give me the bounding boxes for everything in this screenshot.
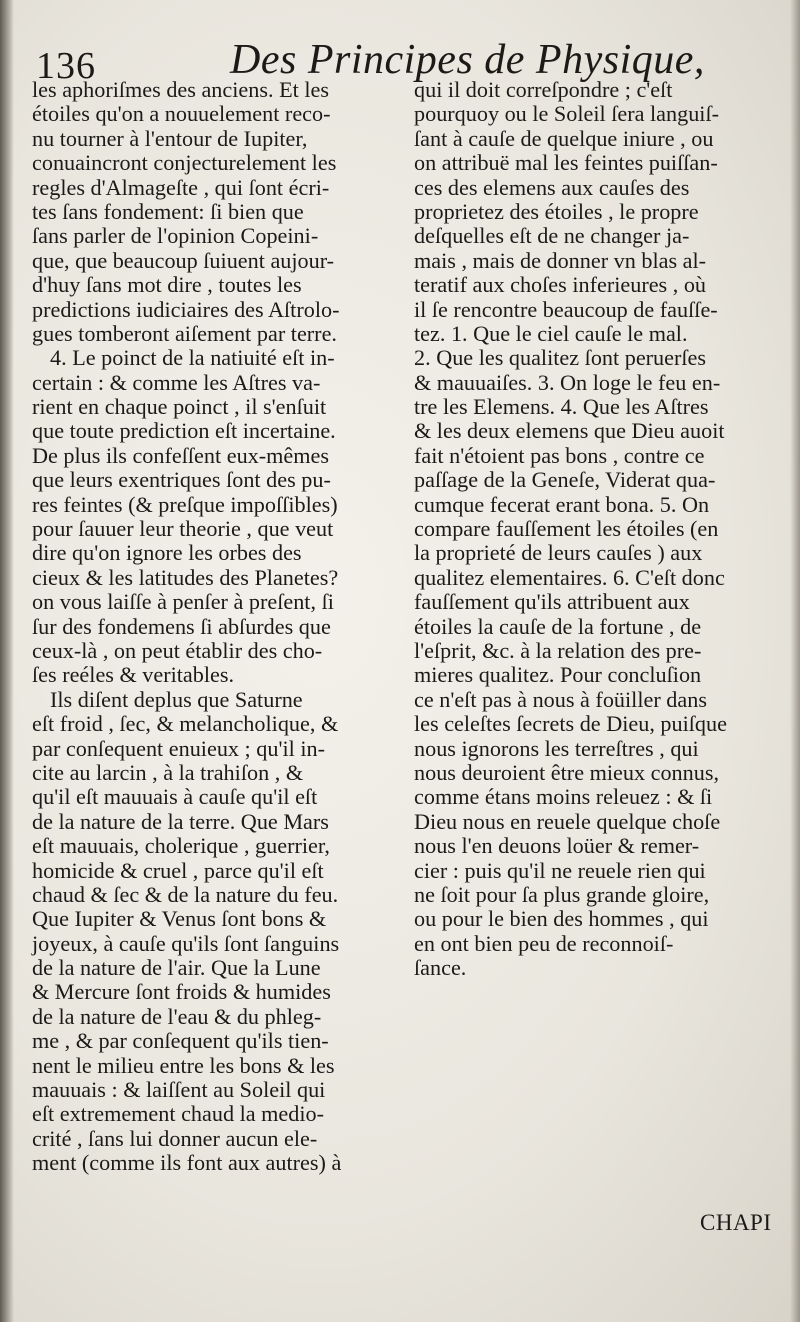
text-line: Que Iupiter & Venus ſont bons & <box>32 906 327 932</box>
text-line: ment (comme ils font aux autres) à <box>32 1150 342 1176</box>
text-line: fait n'étoient pas bons , contre ce <box>414 442 705 468</box>
text-line: res feintes (& preſque impoſſibles) <box>32 491 338 517</box>
text-line: & mauuaiſes. 3. On loge le feu en- <box>414 369 721 395</box>
left-text-column <box>32 78 400 1176</box>
text-line: en ont bien peu de reconnoiſ- <box>414 930 674 956</box>
text-line: & les deux elemens que Dieu auoit <box>414 418 725 444</box>
text-line: ce n'eſt pas à nous à foüiller dans <box>414 686 707 712</box>
text-line: que, que beaucoup ſuiuent aujour- <box>32 247 335 273</box>
text-line: ſance. <box>414 955 467 981</box>
text-line: pourquoy ou le Soleil ſera languiſ- <box>414 101 720 127</box>
text-line: nu tourner à l'entour de Iupiter, <box>32 125 308 151</box>
text-line: ne ſoit pour ſa plus grande gloire, <box>414 881 710 907</box>
text-line: les aphoriſmes des anciens. Et les <box>32 77 329 102</box>
text-line: 2. Que les qualitez ſont peruerſes <box>414 345 707 371</box>
text-line: ſans parler de l'opinion Copeini- <box>32 223 319 249</box>
text-line: qualitez elementaires. 6. C'eſt donc <box>414 564 725 590</box>
page-edge-shadow <box>790 0 800 1322</box>
text-line: ſes reéles & veritables. <box>32 662 235 688</box>
text-line: étoiles la cauſe de la fortune , de <box>414 613 702 639</box>
text-line: cieux & les latitudes des Planetes? <box>32 564 339 590</box>
text-line: cite au larcin , à la trahiſon , & <box>32 759 304 785</box>
running-head: Des Principes de Physique, <box>230 37 705 83</box>
page-number: 136 <box>36 45 96 87</box>
text-line: mauuais : & laiſſent au Soleil qui <box>32 1077 326 1103</box>
text-line: dire qu'on ignore les orbes des <box>32 540 302 566</box>
text-line: par conſequent enuieux ; qu'il in- <box>32 735 325 761</box>
text-line: mieres qualitez. Pour concluſion <box>414 662 702 688</box>
text-line: la proprieté de leurs cauſes ) aux <box>414 540 703 566</box>
text-line: cumque fecerat erant bona. 5. On <box>414 491 710 517</box>
text-line: comme étans moins releuez : & ſi <box>414 784 713 810</box>
text-line: De plus ils confeſſent eux-mêmes <box>32 442 329 468</box>
text-line: regles d'Almageſte , qui ſont écri- <box>32 174 330 200</box>
text-line: fauſſement qu'ils attribuent aux <box>414 589 690 615</box>
text-line: me , & par conſequent qu'ils tien- <box>32 1028 329 1054</box>
text-line: ceux-là , on peut établir des cho- <box>32 637 323 663</box>
text-line: les celeſtes ſecrets de Dieu, puiſque <box>414 711 727 737</box>
text-line: crité , ſans lui donner aucun ele- <box>32 1125 318 1151</box>
text-line: predictions iudiciaires des Aſtrolo- <box>32 296 340 322</box>
text-line: eſt mauuais, cholerique , guerrier, <box>32 833 330 859</box>
text-line: on vous laiſſe à penſer à preſent, ſi <box>32 589 334 615</box>
text-line: que leurs exentriques ſont des pu- <box>32 467 331 493</box>
text-line: Dieu nous en reuele quelque choſe <box>414 808 721 834</box>
text-line: qui il doit correſpondre ; c'eſt <box>414 77 673 102</box>
text-line: tes ſans fondement: ſi bien que <box>32 198 304 224</box>
text-line: homicide & cruel , parce qu'il eſt <box>32 857 324 883</box>
text-line: ſur des fondemens ſi abſurdes que <box>32 613 331 639</box>
text-line: conuaincront conjecturelement les <box>32 150 337 176</box>
text-line: compare fauſſement les étoiles (en <box>414 516 719 542</box>
text-line: nent le milieu entre les bons & les <box>32 1052 335 1078</box>
text-line: chaud & ſec & de la nature du feu. <box>32 881 339 907</box>
text-line: deſquelles eſt de ne changer ja- <box>414 223 690 249</box>
text-line: 4. Le poinct de la natiuité eſt in- <box>50 345 335 371</box>
text-line: teratif aux choſes inferieures , où <box>414 272 707 298</box>
text-line: de la nature de l'eau & du phleg- <box>32 1003 322 1029</box>
text-line: gues tomberont aiſement par terre. <box>32 320 337 346</box>
text-line: cier : puis qu'il ne reuele rien qui <box>414 857 706 883</box>
text-line: que toute prediction eſt incertaine. <box>32 418 336 444</box>
right-text-column <box>414 78 774 980</box>
text-line: on attribuë mal les feintes puiſſan- <box>414 150 718 176</box>
text-line: & Mercure ſont froids & humides <box>32 979 331 1005</box>
text-line: de la nature de la terre. Que Mars <box>32 808 329 834</box>
page-gutter-shadow <box>0 0 14 1322</box>
text-line: d'huy ſans mot dire , toutes les <box>32 272 302 298</box>
text-line: mais , mais de donner vn blas al- <box>414 247 707 273</box>
text-line: paſſage de la Geneſe, Viderat qua- <box>414 467 716 493</box>
text-line: tre les Elemens. 4. Que les Aſtres <box>414 394 709 420</box>
text-line: ſant à cauſe de quelque iniure , ou <box>414 125 714 151</box>
text-line: nous deuroient être mieux connus, <box>414 759 720 785</box>
text-line: il ſe rencontre beaucoup de fauſſe- <box>414 296 718 322</box>
text-line: Ils diſent deplus que Saturne <box>50 686 303 712</box>
text-line: l'eſprit, &c. à la relation des pre- <box>414 637 702 663</box>
text-line: eſt extremement chaud la medio- <box>32 1101 325 1127</box>
text-line: ou pour le bien des hommes , qui <box>414 906 709 932</box>
text-line: ces des elemens aux cauſes des <box>414 174 690 200</box>
text-line: rient en chaque poinct , il s'enſuit <box>32 394 327 420</box>
text-line: de la nature de l'air. Que la Lune <box>32 955 321 981</box>
text-line: qu'il eſt mauuais à cauſe qu'il eſt <box>32 784 318 810</box>
text-line: étoiles qu'on a nouuelement reco- <box>32 101 331 127</box>
text-line: nous l'en deuons loüer & remer- <box>414 833 700 859</box>
text-line: nous ignorons les terreſtres , qui <box>414 735 699 761</box>
text-line: tez. 1. Que le ciel cauſe le mal. <box>414 320 688 346</box>
text-line: pour ſauuer leur theorie , que veut <box>32 516 334 542</box>
catchword: CHAPI <box>700 1210 772 1235</box>
text-line: proprietez des étoiles , le propre <box>414 198 699 224</box>
text-line: certain : & comme les Aſtres va- <box>32 369 321 395</box>
text-line: joyeux, à cauſe qu'ils ſont ſanguins <box>32 930 340 956</box>
text-line: eſt froid , ſec, & melancholique, & <box>32 711 339 737</box>
